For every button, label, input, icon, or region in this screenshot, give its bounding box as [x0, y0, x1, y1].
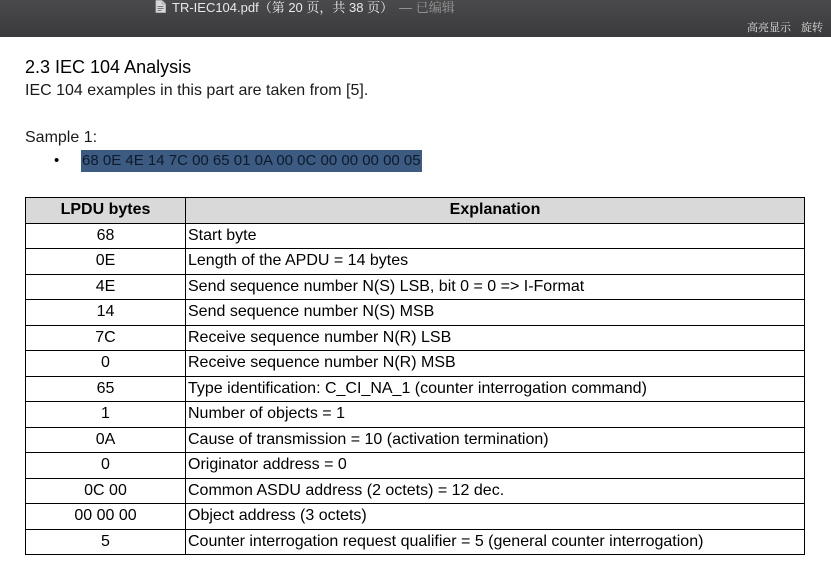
cell-explanation: Start byte: [186, 223, 805, 249]
table-row: [26, 529, 805, 555]
document-icon: [155, 0, 166, 13]
table-row: [26, 223, 805, 249]
table-row: [26, 427, 805, 453]
table-row: [26, 274, 805, 300]
cell-explanation: Number of objects = 1: [186, 402, 805, 428]
cell-explanation: Type identification: C_CI_NA_1 (counter interrogation command): [186, 376, 805, 402]
cell-explanation: Receive sequence number N(R) LSB: [186, 325, 805, 351]
header-lpdu-bytes: LPDU bytes: [26, 198, 186, 224]
window-title: TR-IEC104.pdf（第 20 页，共 38 页）: [172, 0, 394, 15]
toolbar: [747, 19, 823, 35]
table-row: [26, 453, 805, 479]
highlight-button[interactable]: 高亮显示: [747, 22, 791, 34]
cell-explanation: Common ASDU address (2 octets) = 12 dec.: [186, 478, 805, 504]
section-heading: 2.3 IEC 104 Analysis: [25, 57, 192, 77]
table-row: [26, 351, 805, 377]
table-row: [26, 249, 805, 275]
cell-explanation: Send sequence number N(S) MSB: [186, 300, 805, 326]
cell-explanation: Length of the APDU = 14 bytes: [186, 249, 805, 275]
window-title-row: [155, 0, 455, 15]
table-header-row: [26, 198, 805, 224]
cell-bytes: 5: [26, 529, 186, 555]
table-row: [26, 376, 805, 402]
hex-string-selected[interactable]: 68 0E 4E 14 7C 00 65 01 0A 00 0C 00 00 00 00 05: [81, 150, 422, 172]
bullet-point: •: [54, 152, 60, 169]
cell-explanation: Cause of transmission = 10 (activation termination): [186, 427, 805, 453]
window-titlebar: [0, 0, 831, 37]
cell-explanation: Receive sequence number N(R) MSB: [186, 351, 805, 377]
table-row: [26, 325, 805, 351]
cell-explanation: Counter interrogation request qualifier = 5 (general counter interrogation): [186, 529, 805, 555]
cell-explanation: Object address (3 octets): [186, 504, 805, 530]
cell-bytes: 0: [26, 453, 186, 479]
cell-bytes: 14: [26, 300, 186, 326]
cell-bytes: 0: [26, 351, 186, 377]
cell-bytes: 00 00 00: [26, 504, 186, 530]
cell-bytes: 65: [26, 376, 186, 402]
cell-bytes: 1: [26, 402, 186, 428]
cell-explanation: Originator address = 0: [186, 453, 805, 479]
rotate-button[interactable]: 旋转: [801, 22, 823, 34]
intro-text: IEC 104 examples in this part are taken from [5].: [25, 82, 369, 99]
edited-indicator: — 已编辑: [399, 0, 455, 15]
cell-bytes: 68: [26, 223, 186, 249]
cell-bytes: 0E: [26, 249, 186, 275]
lpdu-table: [25, 197, 805, 555]
table-row: [26, 478, 805, 504]
cell-explanation: Send sequence number N(S) LSB, bit 0 = 0 => I-Format: [186, 274, 805, 300]
cell-bytes: 0A: [26, 427, 186, 453]
pdf-page: [0, 37, 831, 582]
cell-bytes: 4E: [26, 274, 186, 300]
cell-bytes: 0C 00: [26, 478, 186, 504]
table-row: [26, 504, 805, 530]
header-explanation: Explanation: [186, 198, 805, 224]
sample-label: Sample 1:: [25, 129, 98, 146]
table-row: [26, 300, 805, 326]
table-row: [26, 402, 805, 428]
cell-bytes: 7C: [26, 325, 186, 351]
